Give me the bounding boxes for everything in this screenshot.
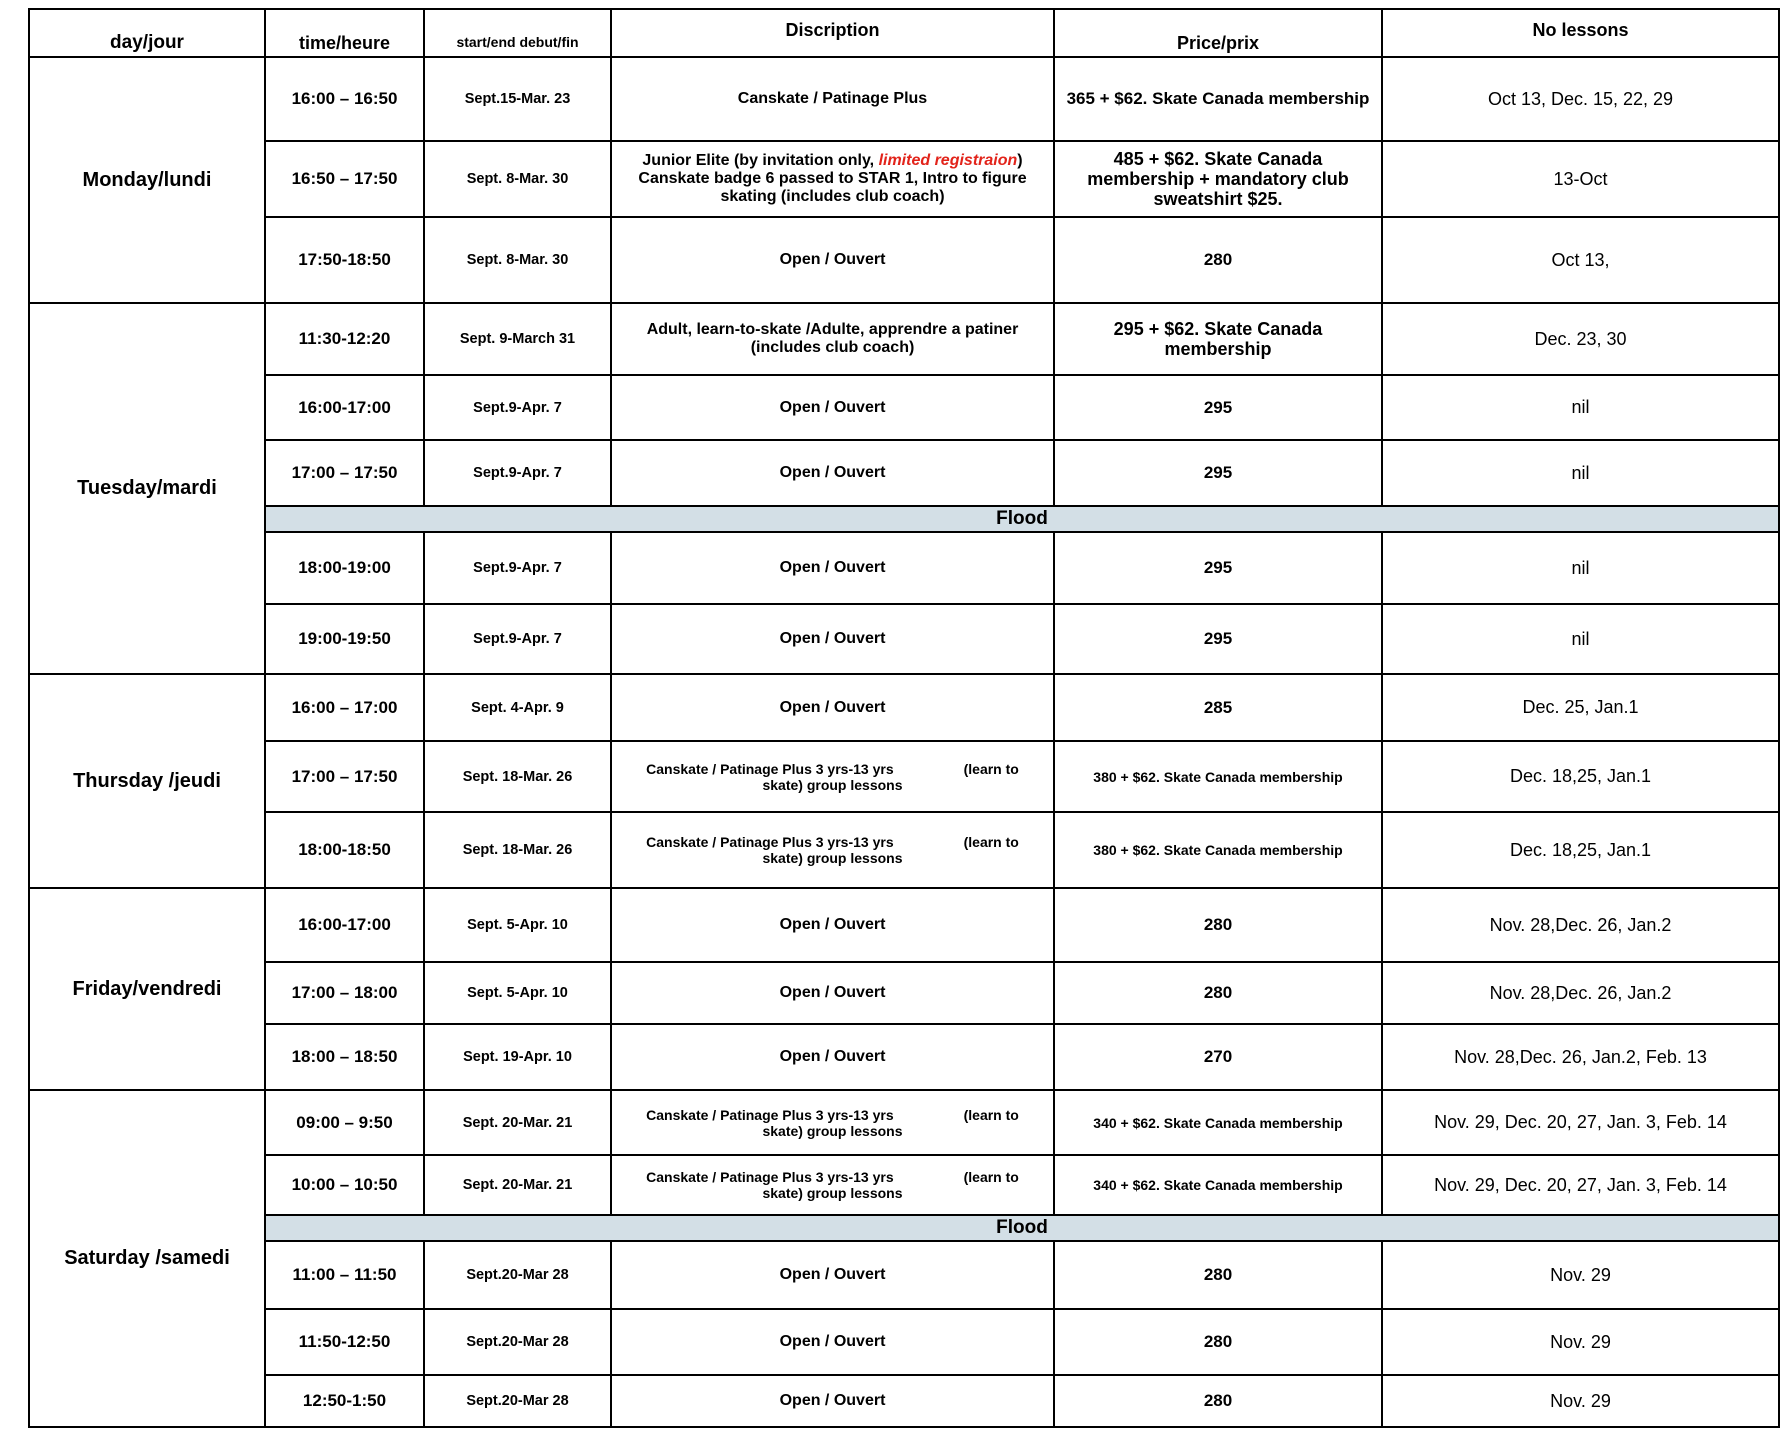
no-lessons-cell: Nov. 29, Dec. 20, 27, Jan. 3, Feb. 14 bbox=[1382, 1155, 1779, 1215]
description-text: Canskate badge 6 passed to STAR 1, Intro to figure bbox=[638, 170, 1027, 187]
time-cell: 17:50-18:50 bbox=[265, 217, 424, 303]
schedule-table bbox=[28, 8, 1780, 1428]
no-lessons-cell: 13-Oct bbox=[1382, 141, 1779, 217]
price-cell: 280 bbox=[1054, 962, 1382, 1024]
dates-cell: Sept.9-Apr. 7 bbox=[424, 604, 611, 674]
description-cell: Open / Ouvert bbox=[611, 532, 1054, 604]
dates-cell: Sept. 8-Mar. 30 bbox=[424, 141, 611, 217]
description-text: (learn to bbox=[963, 1169, 1019, 1185]
time-cell: 16:00 – 17:00 bbox=[265, 674, 424, 741]
no-lessons-cell: Dec. 23, 30 bbox=[1382, 303, 1779, 375]
description-text: Junior Elite (by invitation only, bbox=[642, 152, 879, 169]
table-row bbox=[29, 1375, 1779, 1427]
dates-cell: Sept. 9-March 31 bbox=[424, 303, 611, 375]
description-cell: Open / Ouvert bbox=[611, 217, 1054, 303]
price-cell: 285 bbox=[1054, 674, 1382, 741]
day-cell-thursday: Thursday /jeudi bbox=[29, 674, 265, 888]
price-text: 295 + $62. Skate Canada bbox=[1113, 319, 1323, 339]
table-row bbox=[29, 1241, 1779, 1309]
no-lessons-cell: Nov. 28,Dec. 26, Jan.2 bbox=[1382, 888, 1779, 962]
dates-cell: Sept.9-Apr. 7 bbox=[424, 440, 611, 506]
time-cell: 18:00-18:50 bbox=[265, 812, 424, 888]
description-text: Canskate / Patinage Plus 3 yrs-13 yrs bbox=[646, 1106, 894, 1123]
dates-cell: Sept. 18-Mar. 26 bbox=[424, 812, 611, 888]
price-cell: 380 + $62. Skate Canada membership bbox=[1054, 812, 1382, 888]
price-cell: 280 bbox=[1054, 1241, 1382, 1309]
description-cell: Open / Ouvert bbox=[611, 962, 1054, 1024]
description-text: Canskate / Patinage Plus 3 yrs-13 yrs bbox=[646, 834, 894, 850]
price-text: membership + mandatory club bbox=[1087, 169, 1349, 189]
header-description: Discription bbox=[611, 9, 1054, 57]
no-lessons-cell: nil bbox=[1382, 440, 1779, 506]
header-time: time/heure bbox=[265, 9, 424, 57]
table-row bbox=[29, 1024, 1779, 1090]
time-cell: 18:00 – 18:50 bbox=[265, 1024, 424, 1090]
table-row bbox=[29, 57, 1779, 141]
no-lessons-cell: Nov. 29, Dec. 20, 27, Jan. 3, Feb. 14 bbox=[1382, 1090, 1779, 1155]
time-cell: 17:00 – 18:00 bbox=[265, 962, 424, 1024]
dates-cell: Sept. 8-Mar. 30 bbox=[424, 217, 611, 303]
time-cell: 10:00 – 10:50 bbox=[265, 1155, 424, 1215]
day-cell-tuesday: Tuesday/mardi bbox=[29, 303, 265, 674]
dates-cell: Sept. 5-Apr. 10 bbox=[424, 888, 611, 962]
no-lessons-cell: Nov. 28,Dec. 26, Jan.2, Feb. 13 bbox=[1382, 1024, 1779, 1090]
day-cell-monday: Monday/lundi bbox=[29, 57, 265, 303]
header-price: Price/prix bbox=[1054, 9, 1382, 57]
price-text: sweatshirt $25. bbox=[1153, 189, 1283, 209]
dates-cell: Sept. 5-Apr. 10 bbox=[424, 962, 611, 1024]
time-cell: 11:30-12:20 bbox=[265, 303, 424, 375]
price-cell: 295 bbox=[1054, 440, 1382, 506]
price-cell: 340 + $62. Skate Canada membership bbox=[1054, 1155, 1382, 1215]
time-cell: 16:50 – 17:50 bbox=[265, 141, 424, 217]
time-cell: 16:00-17:00 bbox=[265, 888, 424, 962]
day-cell-friday: Friday/vendredi bbox=[29, 888, 265, 1090]
no-lessons-cell: Nov. 29 bbox=[1382, 1241, 1779, 1309]
description-cell bbox=[611, 141, 1054, 217]
description-cell: Open / Ouvert bbox=[611, 604, 1054, 674]
price-cell: 295 bbox=[1054, 604, 1382, 674]
price-cell: 295 bbox=[1054, 532, 1382, 604]
price-cell: 280 bbox=[1054, 1375, 1382, 1427]
day-cell-saturday: Saturday /samedi bbox=[29, 1090, 265, 1427]
dates-cell: Sept. 19-Apr. 10 bbox=[424, 1024, 611, 1090]
flood-row bbox=[29, 506, 1779, 532]
header-day: day/jour bbox=[29, 9, 265, 57]
dates-cell: Sept. 4-Apr. 9 bbox=[424, 674, 611, 741]
table-row bbox=[29, 375, 1779, 440]
table-row bbox=[29, 440, 1779, 506]
price-cell: 380 + $62. Skate Canada membership bbox=[1054, 741, 1382, 812]
price-cell: 295 bbox=[1054, 375, 1382, 440]
description-text: (learn to bbox=[963, 834, 1019, 850]
description-cell bbox=[611, 1155, 1054, 1215]
price-cell: 365 + $62. Skate Canada membership bbox=[1054, 57, 1382, 141]
time-cell: 11:50-12:50 bbox=[265, 1309, 424, 1375]
dates-cell: Sept.9-Apr. 7 bbox=[424, 375, 611, 440]
dates-cell: Sept.9-Apr. 7 bbox=[424, 532, 611, 604]
price-text: membership bbox=[1164, 339, 1272, 359]
table-row bbox=[29, 303, 1779, 375]
table-row bbox=[29, 1309, 1779, 1375]
no-lessons-cell: nil bbox=[1382, 375, 1779, 440]
description-cell bbox=[611, 1090, 1054, 1155]
table-row bbox=[29, 741, 1779, 812]
table-row bbox=[29, 141, 1779, 217]
description-cell: Open / Ouvert bbox=[611, 440, 1054, 506]
dates-cell: Sept.20-Mar 28 bbox=[424, 1241, 611, 1309]
dates-cell: Sept.15-Mar. 23 bbox=[424, 57, 611, 141]
no-lessons-cell: Nov. 29 bbox=[1382, 1375, 1779, 1427]
no-lessons-cell: nil bbox=[1382, 532, 1779, 604]
time-cell: 09:00 – 9:50 bbox=[265, 1090, 424, 1155]
time-cell: 17:00 – 17:50 bbox=[265, 741, 424, 812]
description-cell: Open / Ouvert bbox=[611, 1375, 1054, 1427]
time-cell: 16:00 – 16:50 bbox=[265, 57, 424, 141]
price-cell: 280 bbox=[1054, 1309, 1382, 1375]
description-text: (learn to bbox=[963, 760, 1019, 777]
table-row bbox=[29, 674, 1779, 741]
description-text: Adult, learn-to-skate /Adulte, apprendre a patiner bbox=[646, 321, 1019, 338]
description-cell: Open / Ouvert bbox=[611, 1309, 1054, 1375]
description-cell: Open / Ouvert bbox=[611, 674, 1054, 741]
header-row bbox=[29, 9, 1779, 57]
description-cell bbox=[611, 303, 1054, 375]
dates-cell: Sept.20-Mar 28 bbox=[424, 1375, 611, 1427]
price-cell: 270 bbox=[1054, 1024, 1382, 1090]
time-cell: 11:00 – 11:50 bbox=[265, 1241, 424, 1309]
description-cell: Open / Ouvert bbox=[611, 1024, 1054, 1090]
no-lessons-cell: Dec. 18,25, Jan.1 bbox=[1382, 812, 1779, 888]
no-lessons-cell: Nov. 29 bbox=[1382, 1309, 1779, 1375]
table-row bbox=[29, 217, 1779, 303]
time-cell: 19:00-19:50 bbox=[265, 604, 424, 674]
price-cell bbox=[1054, 303, 1382, 375]
time-cell: 18:00-19:00 bbox=[265, 532, 424, 604]
description-cell bbox=[611, 812, 1054, 888]
dates-cell: Sept. 18-Mar. 26 bbox=[424, 741, 611, 812]
time-cell: 17:00 – 17:50 bbox=[265, 440, 424, 506]
description-cell bbox=[611, 741, 1054, 812]
price-cell: 340 + $62. Skate Canada membership bbox=[1054, 1090, 1382, 1155]
description-cell: Open / Ouvert bbox=[611, 1241, 1054, 1309]
description-text: skate) group lessons bbox=[762, 1185, 903, 1201]
no-lessons-cell: Nov. 28,Dec. 26, Jan.2 bbox=[1382, 962, 1779, 1024]
description-text: (includes club coach) bbox=[750, 339, 915, 356]
price-cell: 280 bbox=[1054, 888, 1382, 962]
dates-cell: Sept. 20-Mar. 21 bbox=[424, 1155, 611, 1215]
price-cell bbox=[1054, 141, 1382, 217]
no-lessons-cell: Dec. 18,25, Jan.1 bbox=[1382, 741, 1779, 812]
table-row bbox=[29, 962, 1779, 1024]
description-cell: Open / Ouvert bbox=[611, 375, 1054, 440]
table-row bbox=[29, 1155, 1779, 1215]
table-row bbox=[29, 812, 1779, 888]
time-cell: 12:50-1:50 bbox=[265, 1375, 424, 1427]
description-text: skate) group lessons bbox=[762, 1122, 903, 1139]
table-row bbox=[29, 1090, 1779, 1155]
header-start-end: start/end debut/fin bbox=[424, 9, 611, 57]
flood-label: Flood bbox=[265, 506, 1779, 532]
table-row bbox=[29, 532, 1779, 604]
description-text: (learn to bbox=[963, 1106, 1019, 1123]
no-lessons-cell: Oct 13, Dec. 15, 22, 29 bbox=[1382, 57, 1779, 141]
no-lessons-cell: Dec. 25, Jan.1 bbox=[1382, 674, 1779, 741]
table-row bbox=[29, 888, 1779, 962]
table-row bbox=[29, 604, 1779, 674]
flood-label: Flood bbox=[265, 1215, 1779, 1241]
limited-registration-note: limited registraion bbox=[878, 152, 1018, 169]
dates-cell: Sept.20-Mar 28 bbox=[424, 1309, 611, 1375]
header-no-lessons: No lessons bbox=[1382, 9, 1779, 57]
price-cell: 280 bbox=[1054, 217, 1382, 303]
price-text: 485 + $62. Skate Canada bbox=[1113, 149, 1323, 169]
description-text: skating (includes club coach) bbox=[720, 188, 945, 205]
dates-cell: Sept. 20-Mar. 21 bbox=[424, 1090, 611, 1155]
time-cell: 16:00-17:00 bbox=[265, 375, 424, 440]
description-cell: Canskate / Patinage Plus bbox=[611, 57, 1054, 141]
description-text: Canskate / Patinage Plus 3 yrs-13 yrs bbox=[646, 760, 894, 777]
no-lessons-cell: Oct 13, bbox=[1382, 217, 1779, 303]
flood-row bbox=[29, 1215, 1779, 1241]
description-text: skate) group lessons bbox=[762, 850, 903, 866]
description-text: skate) group lessons bbox=[762, 776, 903, 793]
description-text: Canskate / Patinage Plus 3 yrs-13 yrs bbox=[646, 1169, 894, 1185]
description-text: ) bbox=[1017, 152, 1023, 169]
description-cell: Open / Ouvert bbox=[611, 888, 1054, 962]
no-lessons-cell: nil bbox=[1382, 604, 1779, 674]
